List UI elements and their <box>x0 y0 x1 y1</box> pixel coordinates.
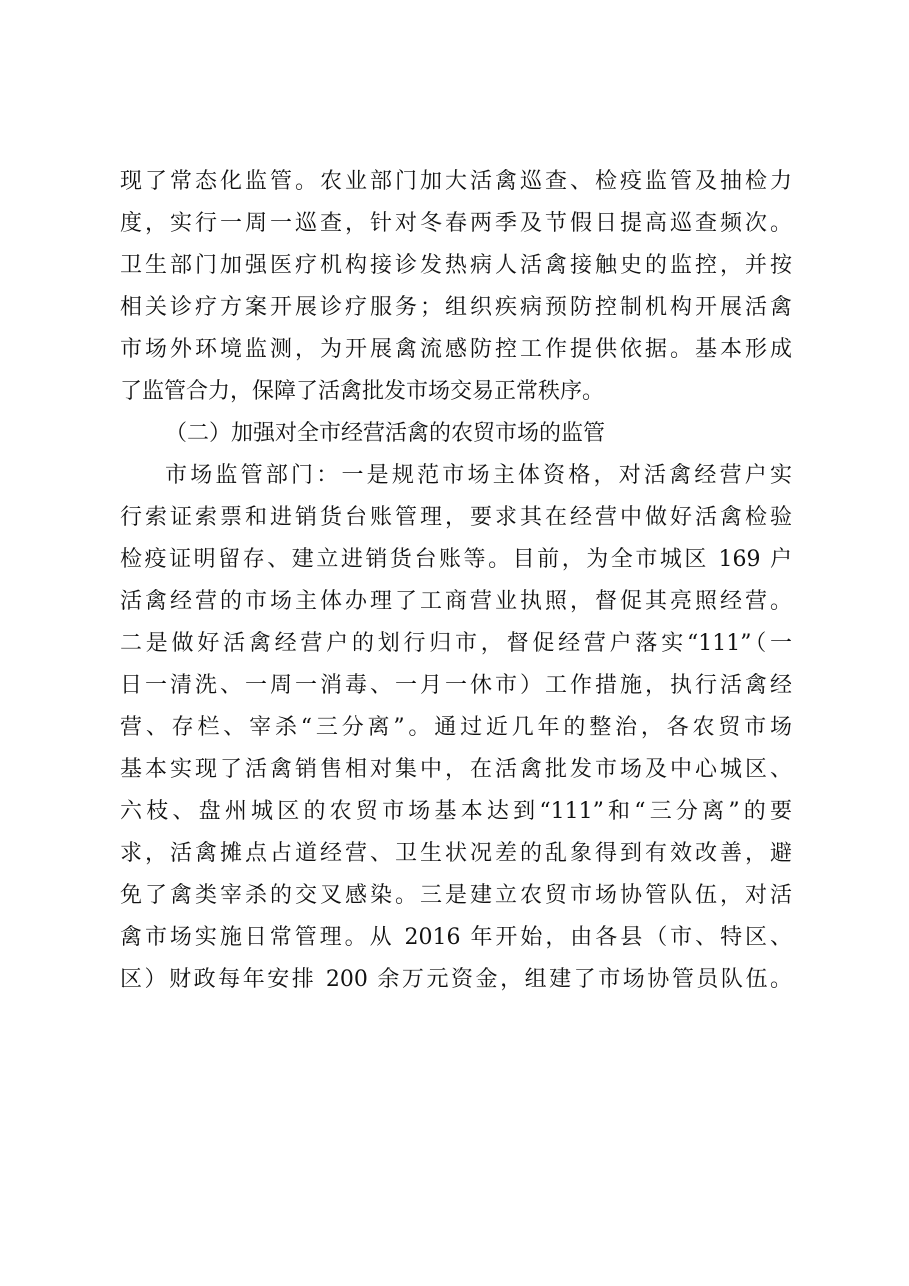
paragraph-1-line-5: 市场外环境监测，为开展禽流感防控工作提供依据。基本形成 <box>120 337 792 362</box>
paragraph-2-line-11: 免了禽类宰杀的交叉感染。三是建立农贸市场协管队伍，对活 <box>120 883 792 908</box>
paragraph-2-line-13: 区）财政每年安排 200 余万元资金，组建了市场协管员队伍。 <box>120 967 792 992</box>
section-heading: （二）加强对全市经营活禽的农贸市场的监管 <box>165 421 606 446</box>
paragraph-1-line-4: 相关诊疗方案开展诊疗服务；组织疾病预防控制机构开展活禽 <box>120 295 792 320</box>
paragraph-2-line-2: 行索证索票和进销货台账管理，要求其在经营中做好活禽检验 <box>120 505 792 530</box>
paragraph-2-line-3: 检疫证明留存、建立进销货台账等。目前，为全市城区 169 户 <box>120 547 792 572</box>
paragraph-1-line-3: 卫生部门加强医疗机构接诊发热病人活禽接触史的监控，并按 <box>120 253 792 278</box>
paragraph-2-line-6: 日一清洗、一周一消毒、一月一休市）工作措施，执行活禽经 <box>120 673 792 698</box>
paragraph-2-line-4: 活禽经营的市场主体办理了工商营业执照，督促其亮照经营。 <box>120 589 792 614</box>
paragraph-2-line-10: 求，活禽摊点占道经营、卫生状况差的乱象得到有效改善，避 <box>120 841 792 866</box>
paragraph-2-line-8: 基本实现了活禽销售相对集中，在活禽批发市场及中心城区、 <box>120 757 792 782</box>
paragraph-2-line-9: 六枝、盘州城区的农贸市场基本达到“111”和“三分离”的要 <box>120 799 792 824</box>
paragraph-2-line-5: 二是做好活禽经营户的划行归市，督促经营户落实“111”（一 <box>120 631 792 656</box>
paragraph-2-line-7: 营、存栏、宰杀“三分离”。通过近几年的整治，各农贸市场 <box>120 715 792 740</box>
paragraph-1-line-1: 现了常态化监管。农业部门加大活禽巡查、检疫监管及抽检力 <box>120 169 792 194</box>
paragraph-2-line-1: 市场监管部门：一是规范市场主体资格，对活禽经营户实 <box>165 463 792 488</box>
paragraph-1-line-2: 度，实行一周一巡查，针对冬春两季及节假日提高巡查频次。 <box>120 211 792 236</box>
paragraph-1-line-6: 了监管合力，保障了活禽批发市场交易正常秩序。 <box>120 379 605 404</box>
paragraph-2-line-12: 禽市场实施日常管理。从 2016 年开始，由各县（市、特区、 <box>120 925 792 950</box>
